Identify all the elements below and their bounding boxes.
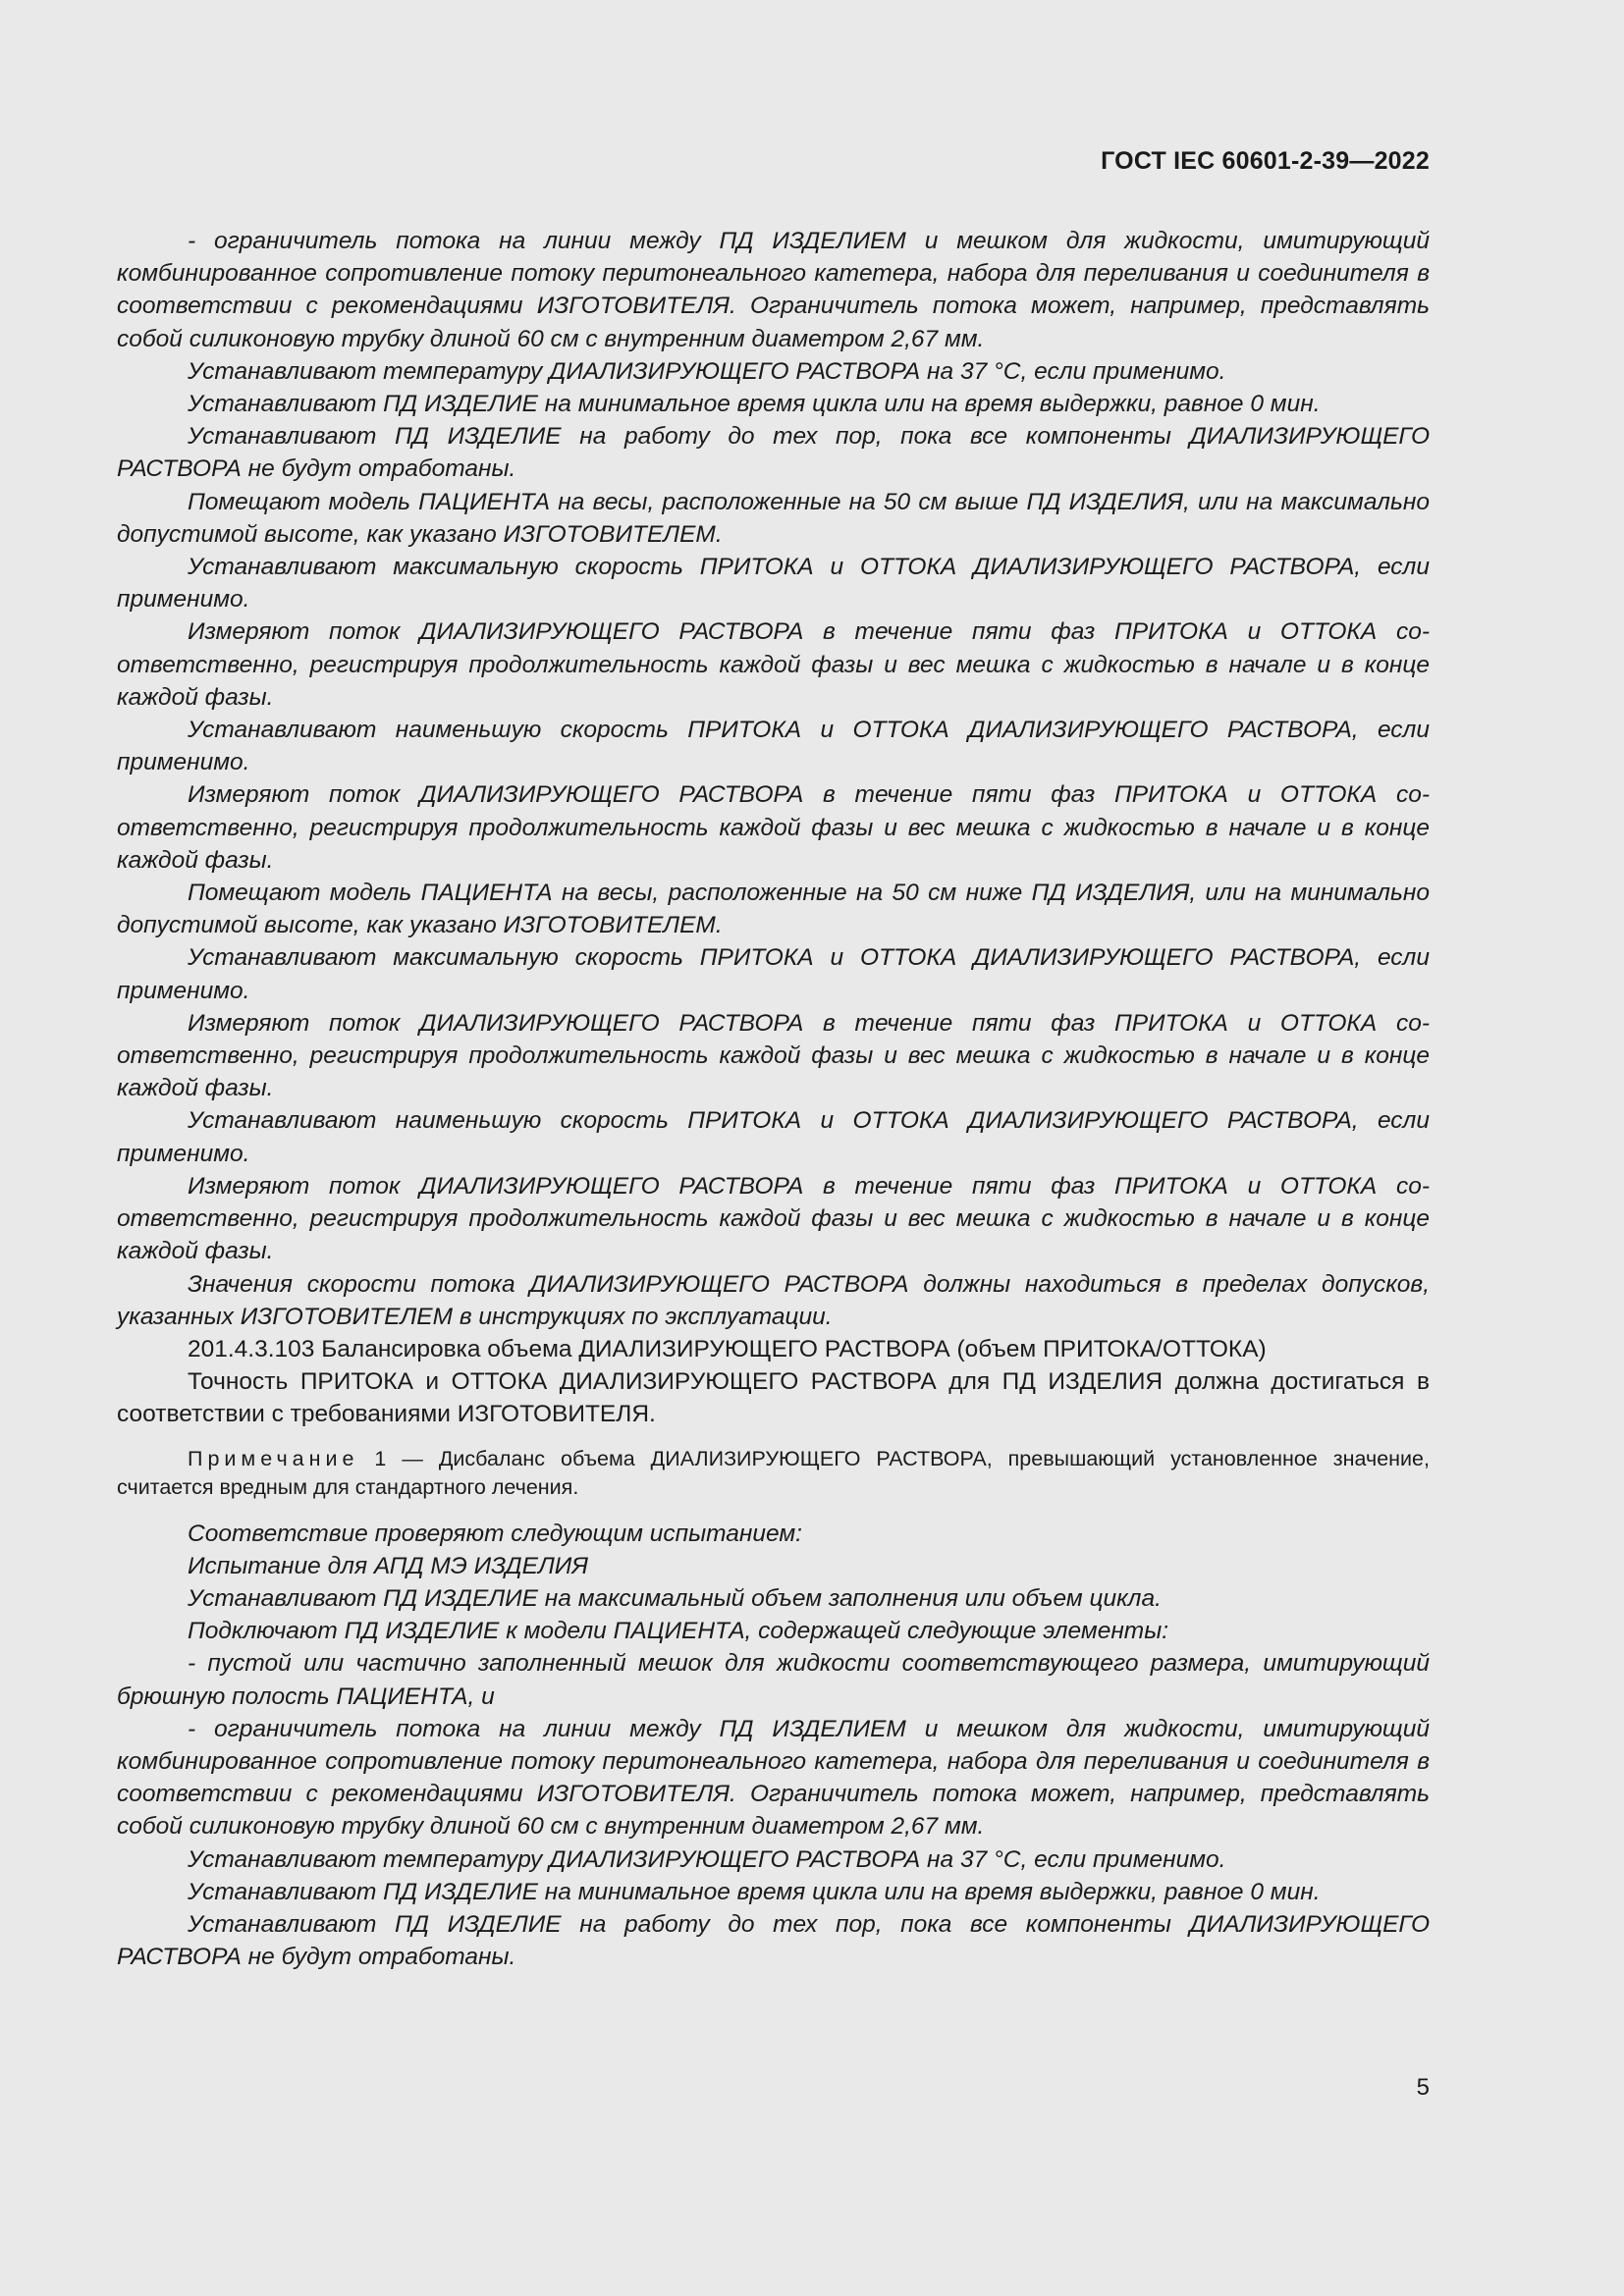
body-paragraph: Измеряют поток ДИАЛИЗИРУЮЩЕГО РАСТВОРА в течение пяти фаз ПРИТОКА и ОТТОКА соответственно, регистрируя продолжительность каждой фазы и вес мешка с жидкостью в начале и в конце каждой фазы. [117,618,1430,711]
note-text: 1 — Дисбаланс объема ДИАЛИЗИРУЮЩЕГО РАСТВОРА, превышающий установленное значение, считается вредным для стандартного лечения. [117,1446,1430,1499]
body-paragraph: Помещают модель ПАЦИЕНТА на весы, расположенные на 50 см ниже ПД ИЗДЕЛИЯ, или на минимально допустимой высоте, как указано ИЗГОТОВИТЕЛЕМ. [117,880,1430,939]
standard-designation: ГОСТ IEC 60601-2-39—2022 [1101,147,1430,175]
list-item: - пустой или частично заполненный мешок для жидкости соответствующего размера, имитирующий брюшную полость ПАЦИЕНТА, и [117,1650,1430,1710]
body-paragraph: Помещают модель ПАЦИЕНТА на весы, расположенные на 50 см выше ПД ИЗДЕЛИЯ, или на максимально допустимой высоте, как указано ИЗГОТОВИТЕЛЕМ. [117,488,1430,548]
page-body [117,225,1430,1973]
body-paragraph: Устанавливают наименьшую скорость ПРИТОКА и ОТТОКА ДИАЛИЗИРУЮЩЕГО РАСТВОРА, если применимо. [117,1107,1430,1167]
section-heading: 201.4.3.103 Балансировка объема ДИАЛИЗИРУЮЩЕГО РАСТВОРА (объем ПРИТОКА/ОТТОКА) [188,1335,1267,1362]
body-paragraph: Устанавливают ПД ИЗДЕЛИЕ на максимальный объем заполнения или объем цикла. [188,1584,1162,1612]
body-paragraph: - ограничитель потока на линии между ПД ИЗДЕЛИЕМ и мешком для жидкости, имитирующий комбинированное сопротивление потоку перитонеального катетера, набора для переливания и соединителя в соответствии с рекомендациями ИЗГОТОВИТЕЛЯ. Ограничитель потока может, например, представлять собой силиконовую трубку длиной 60 см с внутренним диаметром 2,67 мм. [117,228,1430,352]
body-paragraph: Подключают ПД ИЗДЕЛИЕ к модели ПАЦИЕНТА, содержащей следующие элементы: [188,1618,1169,1645]
body-paragraph: Устанавливают наименьшую скорость ПРИТОКА и ОТТОКА ДИАЛИЗИРУЮЩЕГО РАСТВОРА, если применимо. [117,717,1430,776]
body-paragraph: Измеряют поток ДИАЛИЗИРУЮЩЕГО РАСТВОРА в течение пяти фаз ПРИТОКА и ОТТОКА соответственно, регистрируя продолжительность каждой фазы и вес мешка с жидкостью в начале и в конце каждой фазы. [117,1009,1430,1102]
body-paragraph: Измеряют поток ДИАЛИЗИРУЮЩЕГО РАСТВОРА в течение пяти фаз ПРИТОКА и ОТТОКА соответственно, регистрируя продолжительность каждой фазы и вес мешка с жидкостью в начале и в конце каждой фазы. [117,781,1430,874]
note [117,1445,1430,1502]
body-paragraph: Устанавливают ПД ИЗДЕЛИЕ на минимальное время цикла или на время выдержки, равное 0 мин. [188,391,1321,418]
body-paragraph: Устанавливают максимальную скорость ПРИТОКА и ОТТОКА ДИАЛИЗИРУЮЩЕГО РАСТВОРА, если применимо. [117,944,1430,1004]
body-paragraph: Устанавливают ПД ИЗДЕЛИЕ на работу до тех пор, пока все компоненты ДИАЛИЗИРУЮЩЕГО РАСТВОРА не будут отработаны. [117,423,1430,483]
section-paragraph: Точность ПРИТОКА и ОТТОКА ДИАЛИЗИРУЮЩЕГО РАСТВОРА для ПД ИЗДЕЛИЯ должна достигаться в соответствии с требованиями ИЗГОТОВИТЕЛЯ. [117,1368,1430,1428]
note-label: Примечание [188,1446,359,1470]
body-paragraph: Измеряют поток ДИАЛИЗИРУЮЩЕГО РАСТВОРА в течение пяти фаз ПРИТОКА и ОТТОКА соответственно, регистрируя продолжительность каждой фазы и вес мешка с жидкостью в начале и в конце каждой фазы. [117,1172,1430,1265]
body-paragraph: Устанавливают температуру ДИАЛИЗИРУЮЩЕГО РАСТВОРА на 37 °С, если применимо. [188,1845,1226,1873]
list-item: - ограничитель потока на линии между ПД ИЗДЕЛИЕМ и мешком для жидкости, имитирующий комбинированное сопротивление потоку перитонеального катетера, набора для переливания и соединителя в соответствии с рекомендациями ИЗГОТОВИТЕЛЯ. Ограничитель потока может, например, представлять собой силиконовую трубку длиной 60 см с внутренним диаметром 2,67 мм. [117,1715,1430,1841]
page-number: 5 [1416,2074,1430,2101]
test-title: Испытание для АПД МЭ ИЗДЕЛИЯ [188,1552,589,1579]
body-paragraph: Значения скорости потока ДИАЛИЗИРУЮЩЕГО РАСТВОРА должны находиться в пределах допусков, указанных ИЗГОТОВИТЕЛЕМ в инструкциях по эксплуатации. [117,1270,1430,1330]
body-paragraph: Устанавливают ПД ИЗДЕЛИЕ на минимальное время цикла или на время выдержки, равное 0 мин. [188,1878,1321,1905]
body-paragraph: Устанавливают температуру ДИАЛИЗИРУЮЩЕГО РАСТВОРА на 37 °С, если применимо. [188,357,1226,385]
body-paragraph: Устанавливают максимальную скорость ПРИТОКА и ОТТОКА ДИАЛИЗИРУЮЩЕГО РАСТВОРА, если применимо. [117,554,1430,614]
body-paragraph: Устанавливают ПД ИЗДЕЛИЕ на работу до тех пор, пока все компоненты ДИАЛИЗИРУЮЩЕГО РАСТВОРА не будут отработаны. [117,1910,1430,1971]
body-paragraph: Соответствие проверяют следующим испытанием: [188,1520,802,1547]
